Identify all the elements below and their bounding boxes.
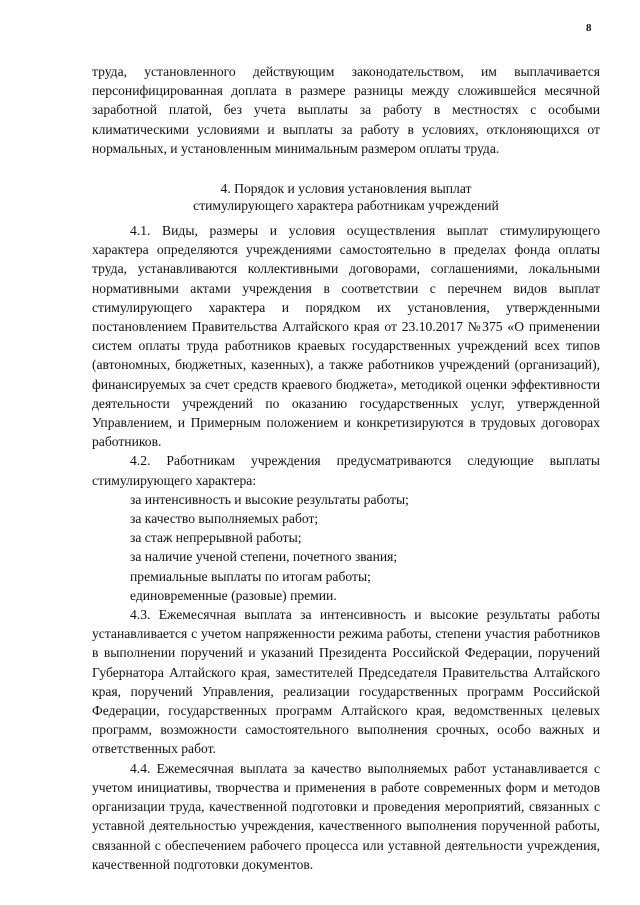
paragraph-4-3: 4.3. Ежемесячная выплата за интенсивность и высокие результаты работы устанавливается с учетом напряженности режима работы, степени участия работников в выполнении поручений и указаний Президента Российской Федерации, поручений Губернатора Алтайского края, заместителей Председателя Правительства Алтайского края, поручений Управления, реализации государственных программ Российской Федерации, государственных программ Алтайского края, ведомственных целевых программ, возможности самостоятельного выполнения срочных, особо важных и ответственных работ.	[92, 607, 600, 757]
paragraph-4-1: 4.1. Виды, размеры и условия осуществления выплат стимулирующего характера определяются учреждениями самостоятельно в пределах фонда оплаты труда, устанавливаются коллективными договорами, соглашениями, локальными нормативными актами учреждения в соответствии с перечнем видов выплат стимулирующего характера и порядком их установления, утвержденными постановлением Правительства Алтайского края от 23.10.2017 №375 «О применении систем оплаты труда работников краевых государственных учреждений всех типов (автономных, бюджетных, казенных), а также работников учреждений (организаций), финансируемых за счет средств краевого бюджета», методикой оценки эффективности деятельности учреждений по оказанию государственных услуг, утвержденной Управлением, и Примерным положением и конкретизируются в трудовых договорах работников.	[92, 223, 600, 450]
intro-paragraph: труда, установленного действующим законодательством, им выплачивается персонифицированная доплата в размере разницы между сложившейся месячной заработной платой, без учета выплаты за работу в местностях с особыми климатическими условиями и выплаты за работу в условиях, отклоняющихся от нормальных, и установленным минимальным размером оплаты труда.	[92, 64, 600, 156]
payments-list	[92, 490, 600, 605]
page-number: 8	[586, 22, 592, 34]
intro-block	[92, 62, 600, 158]
section-heading-line-1: 4. Порядок и условия установления выплат	[220, 181, 472, 196]
list-item: премиальные выплаты по итогам работы;	[130, 568, 371, 584]
section-heading	[92, 180, 600, 214]
list-item: за качество выполняемых работ;	[130, 511, 319, 527]
section-heading-line-2: стимулирующего характера работникам учреждений	[193, 198, 499, 213]
list-item: за наличие ученой степени, почетного звания;	[130, 549, 398, 565]
list-item: за стаж непрерывной работы;	[130, 530, 302, 546]
section-body	[92, 221, 600, 874]
list-item: за интенсивность и высокие результаты работы;	[130, 491, 409, 507]
list-item: единовременные (разовые) премии.	[130, 587, 337, 603]
paragraph-4-2: 4.2. Работникам учреждения предусматриваются следующие выплаты стимулирующего характера:	[92, 453, 600, 488]
paragraph-4-4: 4.4. Ежемесячная выплата за качество выполняемых работ устанавливается с учетом инициативы, творчества и применения в работе современных форм и методов организации труда, качественной подготовки и проведения мероприятий, связанных с уставной деятельностью учреждения, качественного выполнения порученной работы, связанной с обеспечением рабочего процесса или уставной деятельности учреждения, качественной подготовки документов.	[92, 760, 600, 872]
